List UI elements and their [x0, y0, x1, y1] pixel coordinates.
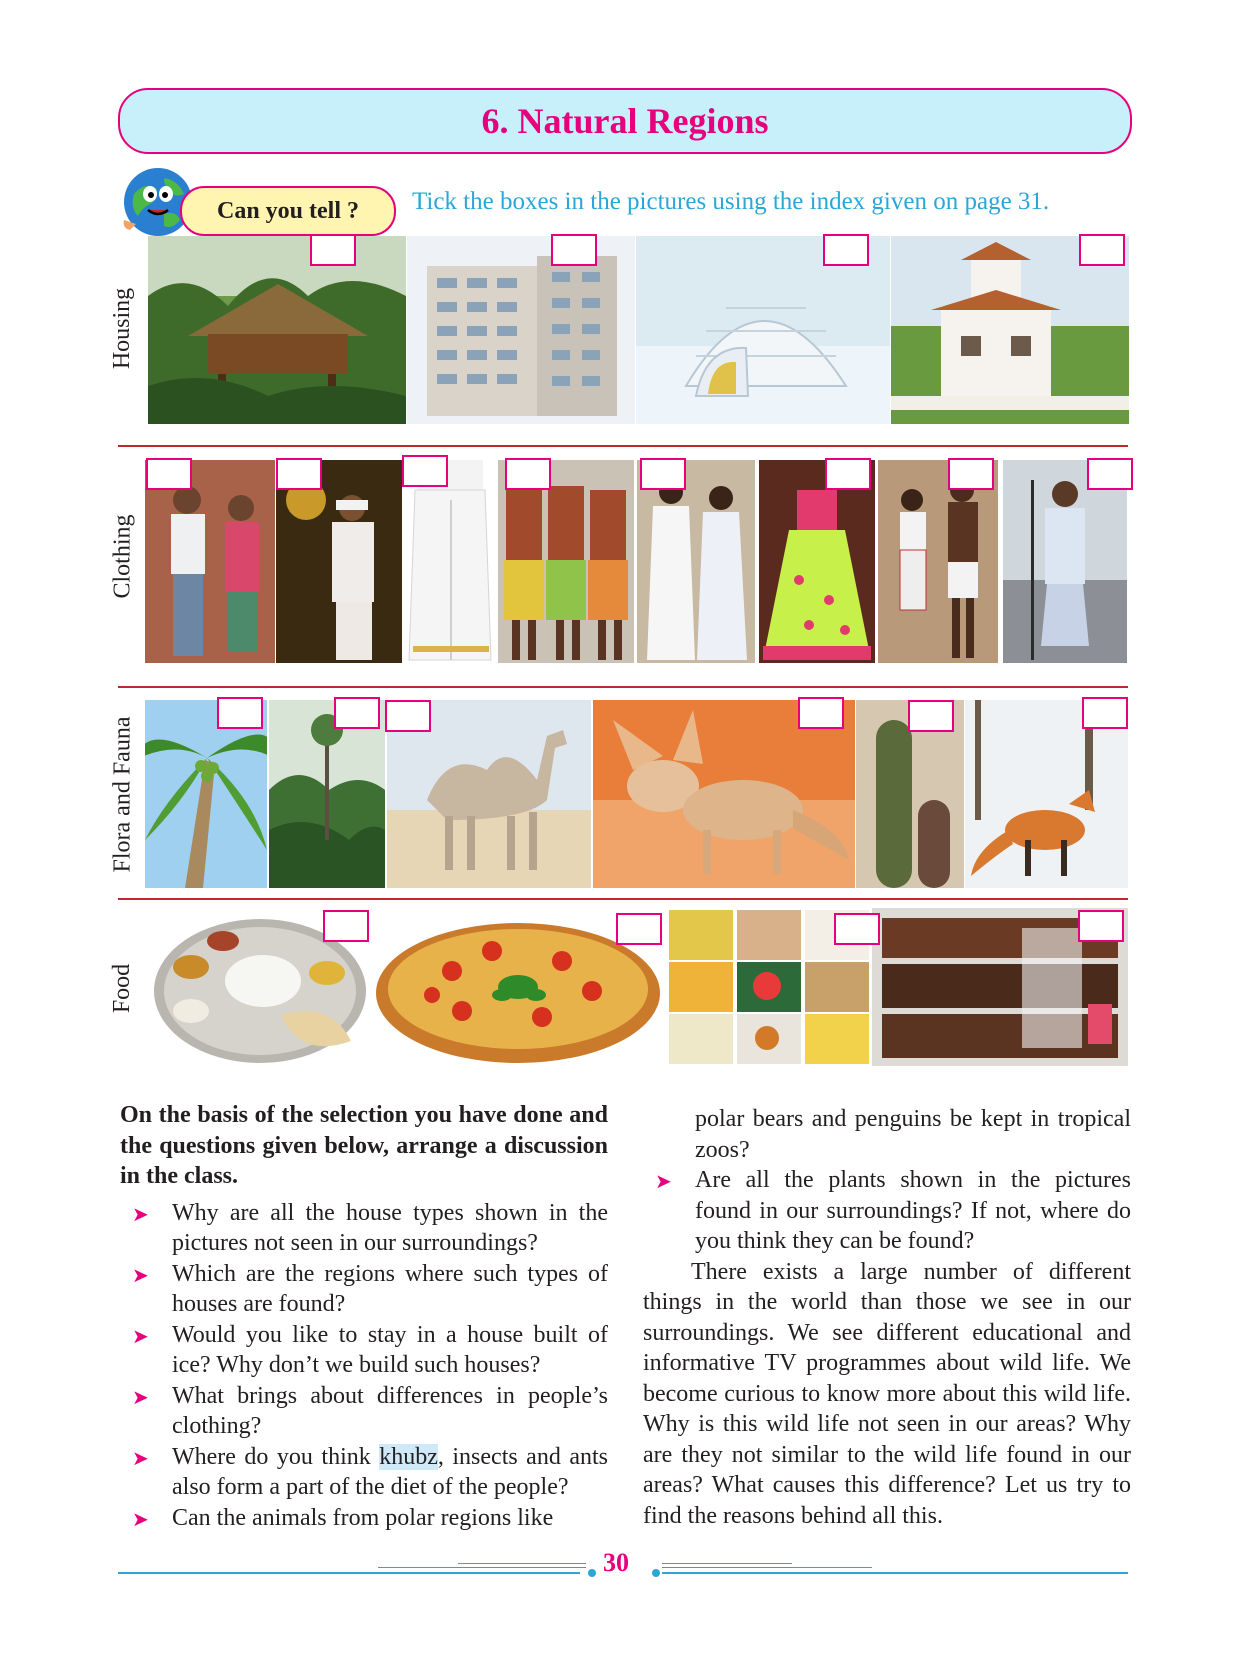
tick-box-clothing-1[interactable] [146, 458, 192, 490]
photo-tribal-couple [878, 460, 998, 663]
question-item: ➤ Are all the plants shown in the pictures found in our surroundings? If not, where do you think they can be found? [655, 1167, 1131, 1254]
footer-dot [652, 1569, 660, 1577]
photo-dhoti [405, 460, 495, 663]
question-continuation: polar bears and penguins be kept in tropical zoos? [695, 1106, 1131, 1163]
arrow-bullet-icon: ➤ [655, 1171, 672, 1193]
tick-box-flora-2[interactable] [334, 697, 380, 729]
footer-line-left-accent [458, 1563, 586, 1564]
question-item: ➤ What brings about differences in people’s clothing? [132, 1382, 608, 1439]
tick-box-housing-4[interactable] [1079, 234, 1125, 266]
tick-box-flora-4[interactable] [798, 697, 844, 729]
tick-box-clothing-6[interactable] [825, 458, 871, 490]
arrow-bullet-icon: ➤ [132, 1203, 149, 1226]
question-item: ➤ Can the animals from polar regions like [120, 1503, 608, 1534]
row-label-housing: Housing [109, 287, 136, 369]
question-item: ➤ Where do you think khubz, insects and ants also form a part of the diet of the people? [132, 1443, 608, 1500]
tick-box-food-2[interactable] [616, 913, 662, 945]
tick-box-clothing-8[interactable] [1087, 458, 1133, 490]
photo-man-kurta-pyjama [1003, 460, 1127, 663]
arrow-bullet-icon: ➤ [132, 1264, 149, 1287]
tick-box-food-4[interactable] [1078, 910, 1124, 942]
tick-box-flora-5[interactable] [908, 700, 954, 732]
photo-tribal-skirts [498, 460, 634, 663]
row-label-clothing: Clothing [109, 514, 136, 599]
highlighted-word: khubz [379, 1443, 438, 1470]
discussion-lead: On the basis of the selection you have done and the questions given below, arrange a discussion in the class. [120, 1102, 608, 1189]
page-number: 30 [603, 1548, 629, 1577]
tick-box-food-3[interactable] [834, 913, 880, 945]
photo-apartment-building [407, 236, 635, 424]
footer-line-right-accent [662, 1563, 792, 1564]
discussion-left-column [120, 1100, 608, 1533]
row-divider [118, 898, 1128, 900]
arrow-bullet-icon: ➤ [132, 1447, 149, 1470]
photo-man-white-attire [276, 460, 402, 663]
discussion-right-column [643, 1104, 1131, 1531]
arrow-bullet-icon: ➤ [132, 1386, 149, 1409]
tick-box-flora-6[interactable] [1082, 697, 1128, 729]
footer-line-left [118, 1572, 580, 1574]
photo-lehenga [759, 460, 875, 663]
tick-box-clothing-4[interactable] [505, 458, 551, 490]
footer-line-left-accent [378, 1567, 586, 1568]
tick-box-housing-3[interactable] [823, 234, 869, 266]
tick-box-flora-3[interactable] [385, 700, 431, 732]
arrow-bullet-icon: ➤ [132, 1508, 149, 1531]
photo-tree-house [148, 236, 406, 424]
arrow-bullet-icon: ➤ [132, 1325, 149, 1348]
tick-box-clothing-3[interactable] [402, 455, 448, 487]
tick-box-food-1[interactable] [323, 910, 369, 942]
instruction-text: Tick the boxes in the pictures using the index given on page 31. [412, 188, 1050, 215]
row-label-flora-fauna: Flora and Fauna [109, 716, 136, 872]
tick-box-clothing-5[interactable] [640, 458, 686, 490]
row-divider [118, 445, 1128, 447]
photo-white-robes [637, 460, 755, 663]
tick-box-clothing-2[interactable] [276, 458, 322, 490]
row-divider [118, 686, 1128, 688]
chapter-title: 6. Natural Regions [481, 101, 769, 141]
tick-box-clothing-7[interactable] [948, 458, 994, 490]
question-item: ➤ Which are the regions where such types of houses are found? [132, 1260, 608, 1317]
footer-line-right-accent [662, 1567, 872, 1568]
row-label-food: Food [109, 963, 136, 1013]
question-item: ➤ Why are all the house types shown in the pictures not seen in our surroundings? [132, 1199, 608, 1256]
footer-line-right [662, 1572, 1128, 1574]
tick-box-housing-1[interactable] [310, 234, 356, 266]
tick-box-housing-2[interactable] [551, 234, 597, 266]
question-item: ➤ Would you like to stay in a house built of ice? Why don’t we build such houses? [132, 1321, 608, 1378]
closing-paragraph: There exists a large number of different things in the world than those we see in our surroundings. We see different educational and informative TV programmes about wild life. We become curious to know more about this wild life. Why is this wild life not seen in our areas? Why are they not similar to the wild life found in our areas? What causes this difference? Let us try to find the reasons behind all this. [643, 1258, 1131, 1529]
tick-box-flora-1[interactable] [217, 697, 263, 729]
footer-dot [588, 1569, 596, 1577]
can-you-tell-label: Can you tell ? [180, 186, 396, 236]
chapter-title-banner [118, 88, 1132, 154]
photo-couple-rural [145, 460, 275, 663]
